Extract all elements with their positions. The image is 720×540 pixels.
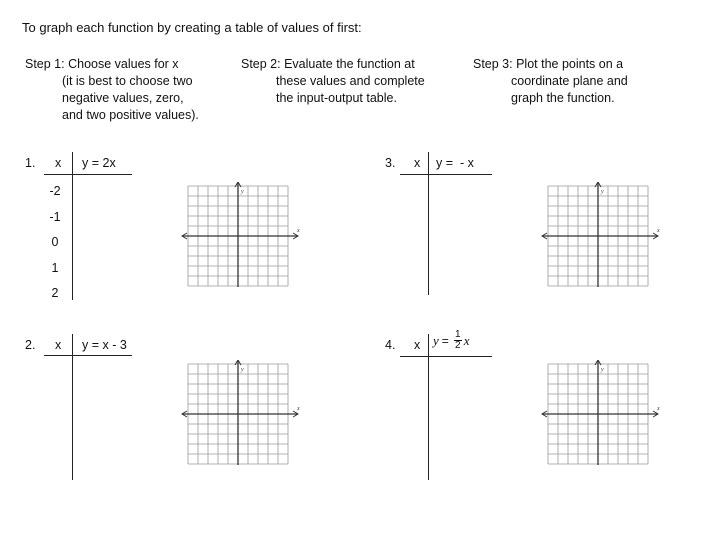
problem-4-number: 4. [385,338,396,352]
problem-4-y-header [433,330,470,351]
problem-1-table-divider [72,152,73,300]
problem-4-fraction-numerator: 1 [455,329,461,340]
step-1-instructions [25,56,199,124]
y-axis-label: y [241,367,244,373]
step-1-line: and two positive values). [62,108,199,122]
problem-4-table-header-line [400,356,492,357]
step-3-instructions [473,56,628,107]
problem-3-number: 3. [385,156,396,170]
coordinate-grid-1[interactable] [180,182,305,287]
x-axis-label: x [657,228,660,234]
coordinate-grid-3[interactable] [540,182,665,287]
step-2-instructions [241,56,425,107]
problem-2-table-header-line [44,355,132,356]
problem-2-x-header: x [55,338,62,352]
x-axis-label: x [297,228,300,234]
step-3-line: Step 3: Plot the points on a [473,57,624,71]
problem-1-number: 1. [25,156,36,170]
y-axis-label: y [601,189,604,195]
step-2-line: Step 2: Evaluate the function at [241,57,415,71]
step-1-line: (it is best to choose two [62,74,193,88]
step-3-line: coordinate plane and [511,74,628,88]
problem-1-x-value: 2 [51,286,59,300]
problem-4-fraction-denominator: 2 [455,340,461,351]
problem-4-table-divider [428,334,429,480]
step-2-line: the input-output table. [276,91,397,105]
problem-1-x-value: -2 [49,184,61,198]
problem-4-y-lhs: y [433,332,439,348]
problem-1-x-header: x [55,156,62,170]
y-axis-label: y [601,367,604,373]
problem-1-x-value: 1 [51,261,59,275]
step-1-line: Step 1: Choose values for x [25,57,179,71]
problem-1-x-value: -1 [49,210,61,224]
step-1-line: negative values, zero, [62,91,184,105]
problem-3-x-header: x [414,156,421,170]
step-2-line: these values and complete [276,74,425,88]
problem-2-number: 2. [25,338,36,352]
problem-1-x-value: 0 [51,235,59,249]
problem-2-table-divider [72,334,73,480]
coordinate-grid-2[interactable] [180,360,305,465]
coordinate-grid-4[interactable] [540,360,665,465]
problem-1-table-header-line [44,174,132,175]
problem-3-table-header-line [400,174,492,175]
problem-1-y-header: y = 2x [82,156,116,170]
problem-3-y-header: y = - x [436,156,474,170]
problem-2-y-header: y = x - 3 [82,338,127,352]
step-3-line: graph the function. [511,91,615,105]
x-axis-label: x [297,406,300,412]
y-axis-label: y [241,189,244,195]
problem-4-fraction [454,330,462,351]
x-axis-label: x [657,406,660,412]
problem-4-x-header: x [414,338,421,352]
problem-4-equals: = [441,333,449,348]
problem-4-x-rhs: x [463,332,470,348]
problem-3-table-divider [428,152,429,295]
worksheet-title: To graph each function by creating a table of values of first: [22,20,362,35]
